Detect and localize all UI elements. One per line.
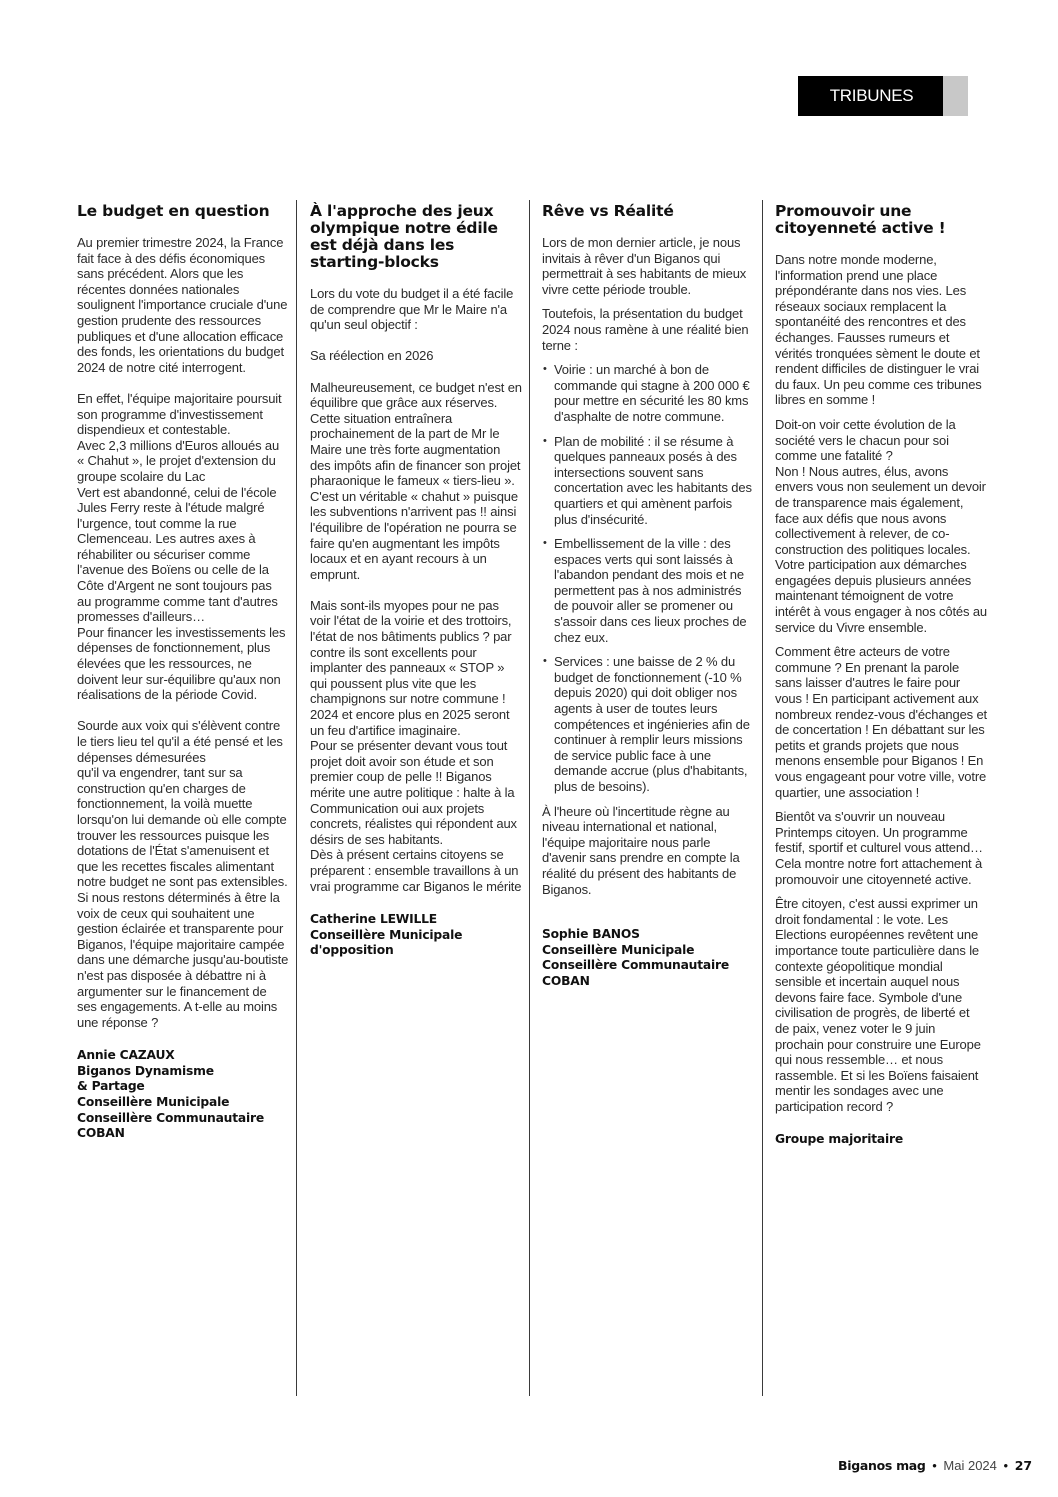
paragraph: Dans notre monde moderne, l'information prend une place prépondérante dans nos vies. Les réseaux sociaux remplacent la spontanéité des rencontres et des échanges. Fausses rumeurs et vérités tronquées sèment le doute et rendent difficiles de distinguer le vrai du faux. Un peu comme ces tribunes libres en somme ! <box>775 252 982 408</box>
page-number: 27 <box>1014 1458 1033 1473</box>
signature-line: COBAN <box>77 1126 125 1141</box>
paragraph: Malheureusement, ce budget n'est en équilibre que grâce aux réserves. Cette situation entraînera prochainement de la part de Mr le Maire une très forte augmentation des impôts afin de financer son projet pharaonique le fameux « tiers-lieu ». <box>310 379 522 489</box>
paragraph: Pour financer les investissements les dépenses de fonctionnement, plus élevées que les ressources, ne doivent leur sur-équilibre qu'aux non réalisations de la période Covid. <box>77 624 286 703</box>
bullet-list <box>542 362 754 794</box>
signature-line: Groupe majoritaire <box>775 1132 904 1147</box>
signature-line: Catherine LEWILLE <box>310 912 437 927</box>
paragraph: Sourde aux voix qui s'élèvent contre le tiers lieu tel qu'il a été pensé et les dépenses démesurées <box>77 718 283 765</box>
signature <box>775 1132 987 1148</box>
paragraph: Sa réélection en 2026 <box>310 348 434 364</box>
signature-line: & Partage <box>77 1079 145 1094</box>
paragraph: Lors de mon dernier article, je nous invitais à rêver d'un Biganos qui permettrait à ses habitants de mieux vivre cette période trouble. <box>542 235 747 297</box>
paragraph: Mais sont-ils myopes pour ne pas voir l'état de la voirie et des trottoirs, l'état de nos bâtiments publics ? par contre ils sont excellents pour implanter des panneaux « STOP » qui poussent plus vite que les champignons sur notre commune ! <box>310 597 512 707</box>
tribune-title: À l'approche des jeux olympique notre édile est déjà dans les starting-blocks <box>310 202 498 271</box>
paragraph: En effet, l'équipe majoritaire poursuit son programme d'investissement dispendieux et contestable. <box>77 390 282 438</box>
magazine-name: Biganos mag <box>838 1458 926 1473</box>
tribune-title: Rêve vs Réalité <box>542 202 674 220</box>
tribune-title: Le budget en question <box>77 202 270 220</box>
tribune-column-1 <box>77 203 289 1142</box>
paragraph: Être citoyen, c'est aussi exprimer un droit fondamental : le vote. Les Elections européennes revêtent une importance toute particulière dans le contexte géopolitique mondial sensible et incertain auquel nous devons faire face. Symbole d'une civilisation de progrès, de liberté et de paix, venez voter le 9 juin prochain pour construire une Europe qui nous ressemble… et nous rassemble. Et si les Boïens faisaient mentir les sondages avec une participation record ? <box>775 896 981 1114</box>
tribune-column-4 <box>775 203 987 1148</box>
signature-line: Annie CAZAUX <box>77 1048 175 1063</box>
section-label: TRIBUNES LIBRES <box>798 76 943 116</box>
page-footer <box>838 1458 1032 1473</box>
tribune-title: Promouvoir une citoyenneté active ! <box>775 202 946 237</box>
paragraph: À l'heure où l'incertitude règne au niveau international et national, l'équipe majoritaire nous parle d'avenir sans prendre en compte la réalité du présent des habitants de Biganos. <box>542 803 740 897</box>
paragraph: Vert est abandonné, celui de l'école Jules Ferry reste à l'étude malgré l'urgence, tout comme la rue Clemenceau. Les autres axes à réhabiliter ou sécuriser comme l'avenue des Boïens ou celle de la Côte d'Argent ne sont toujours pas au programme comme tant d'autres promesses d'ailleurs… <box>77 484 278 625</box>
paragraph: qu'il va engendrer, tant sur sa construction qu'en charges de fonctionnement, la voilà muette lorsqu'on lui demande où elle compte trouver les ressources puisque les dotations de l'État s'amenuisent et que les recettes fiscales alimentant notre budget ne sont pas extensibles. <box>77 765 288 890</box>
issue-date: Mai 2024 <box>943 1458 997 1473</box>
signature-line: d'opposition <box>310 943 394 958</box>
paragraph: Non ! Nous autres, élus, avons envers vous non seulement un devoir de transparence mais également, face aux défis que nous avons collectivement à relever, de co-construction des politiques locales. Votre participation aux démarches engagées depuis plusieurs années maintenant témoignent de votre intérêt à vous engager à nos côtés au service du Vivre ensemble. <box>775 463 987 635</box>
section-tab <box>798 76 968 145</box>
paragraph: Pour se présenter devant vous tout projet doit avoir son étude et son premier coup de pelle !! Biganos mérite une autre politique : halte à la Communication oui aux projets concrets, réalistes qui répondent aux désirs de ses habitants. <box>310 738 517 847</box>
signature-line: Sophie BANOS <box>542 927 640 942</box>
signature-line: Conseillère Communautaire <box>77 1110 265 1125</box>
paragraph: Bientôt va s'ouvrir un nouveau Printemps citoyen. Un programme festif, sportif et culturel vous attend… Cela montre notre fort attachement à promouvoir une citoyenneté active. <box>775 809 983 887</box>
paragraph: Toutefois, la présentation du budget 2024 nous ramène à une réalité bien terne : <box>542 306 749 353</box>
section-tab-accent <box>943 76 968 116</box>
paragraph: Lors du vote du budget il a été facile de comprendre que Mr le Maire n'a qu'un seul objectif : <box>310 286 514 333</box>
paragraph: C'est un véritable « chahut » puisque les subventions n'arrivent pas !! ainsi l'équilibre de l'opération ne pourra se faire qu'en augmentant les impôts locaux et en ayant recours à un emprunt. <box>310 488 518 582</box>
column-divider <box>762 200 763 1396</box>
signature <box>542 927 754 989</box>
footer-separator: • <box>1003 1458 1009 1473</box>
footer-separator: • <box>932 1458 937 1473</box>
paragraph: Doit-on voir cette évolution de la société vers le chacun pour soi comme une fatalité ? <box>775 416 956 464</box>
signature-line: Conseillère Municipale <box>77 1095 230 1110</box>
paragraph: Au premier trimestre 2024, la France fait face à des défis économiques sans précédent. Alors que les récentes données nationales soulignent l'importance cruciale d'une gestion prudente des ressources publiques et d'une allocation efficace des fonds, les orientations du budget 2024 de notre cité interrogent. <box>77 235 288 375</box>
bullet-item: • Embellissement de la ville : des espaces verts qui sont laissés à l'abandon pendant des mois et ne permettent pas à nos administrés de pouvoir aller se promener ou s'assoir dans ces lieux proches de chez eux. <box>554 536 754 645</box>
paragraph: Dès à présent certains citoyens se préparent : ensemble travaillons à un vrai programme car Biganos le mérite <box>310 847 522 894</box>
signature-line: Conseillère Communautaire <box>542 958 730 973</box>
bullet-item: • Services : une baisse de 2 % du budget de fonctionnement (-10 % depuis 2020) qui doit obliger nos agents à user de toutes leurs compétences et ingénieries afin de continuer à remplir leurs missions de service public face à une demande accrue (plus d'habitants, plus de besoins). <box>554 654 754 794</box>
signature-line: Conseillère Municipale <box>310 927 463 942</box>
signature <box>310 912 522 959</box>
signature-line: Biganos Dynamisme <box>77 1063 214 1078</box>
signature-line: Conseillère Municipale <box>542 942 695 957</box>
paragraph: Si nous restons déterminés à être la voix de ceux qui souhaitent une gestion éclairée et transparente pour Biganos, l'équipe majoritaire campée dans une démarche jusqu'au-boutiste n'est pas disposée à débattre ni à argumenter sur le financement de ses engagements. A t-elle au moins une réponse ? <box>77 889 289 1030</box>
column-divider <box>529 200 530 1396</box>
signature <box>77 1048 289 1142</box>
tribune-column-2 <box>310 203 522 959</box>
paragraph: 2024 et encore plus en 2025 seront un feu d'artifice imaginaire. <box>310 707 510 738</box>
bullet-item: • Plan de mobilité : il se résume à quelques panneaux posés à des intersections souvent sans concertation avec les habitants des quartiers et qui amènent parfois plus d'insécurité. <box>554 434 754 528</box>
paragraph: Comment être acteurs de votre commune ? En prenant la parole sans laisser d'autres le faire pour vous ! En participant activement aux nombreux rendez-vous d'échanges et de concertation ! En débattant sur les petits et grands projets que nous menons ensemble pour Biganos ! En vous engageant pour votre ville, votre quartier, une association ! <box>775 644 988 800</box>
tribune-column-3 <box>542 203 754 990</box>
column-divider <box>296 200 297 1396</box>
bullet-item: • Voirie : un marché à bon de commande qui stagne à 200 000 € pour mettre en sécurité les 80 kms d'asphalte de notre commune. <box>554 362 754 424</box>
signature-line: COBAN <box>542 973 590 988</box>
paragraph: Avec 2,3 millions d'Euros alloués au « Chahut », le projet d'extension du groupe scolaire du Lac <box>77 437 280 484</box>
